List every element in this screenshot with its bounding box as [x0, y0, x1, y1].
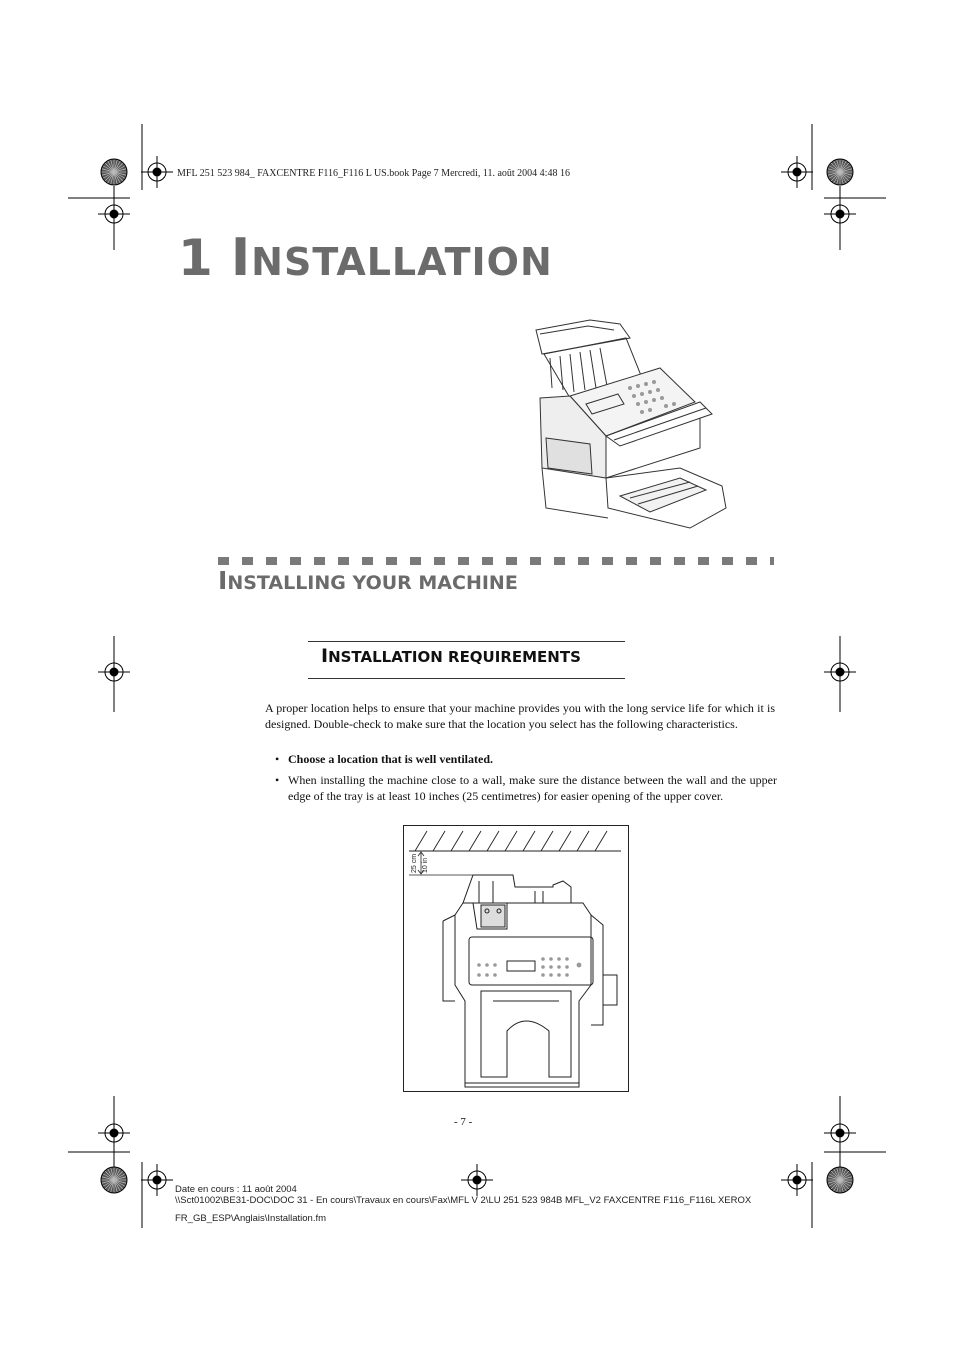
section-title-initial: I	[218, 566, 228, 595]
section-title-rest: NSTALLING YOUR MACHINE	[227, 572, 518, 594]
color-bar-starburst-icon	[827, 159, 853, 185]
bullet-dot: •	[275, 773, 280, 787]
chapter-title-rest: NSTALLATION	[251, 240, 553, 284]
registration-target-icon	[824, 1117, 856, 1149]
footer-path-continued: FR_GB_ESP\Anglais\Installation.fm	[175, 1213, 327, 1224]
chapter-title	[178, 228, 553, 288]
subsection-rule-top	[308, 641, 625, 642]
clearance-label-cm: 25 cm	[411, 853, 418, 873]
book-header-line: MFL 251 523 984_ FAXCENTRE F116_F116 L US.book Page 7 Mercredi, 11. août 2004 4:48 16	[177, 168, 570, 179]
section-divider	[218, 557, 774, 565]
registration-target-icon	[781, 156, 813, 188]
registration-target-icon	[141, 1164, 173, 1196]
color-bar-starburst-icon	[101, 1167, 127, 1193]
section-title	[218, 566, 518, 595]
bullet-text: Choose a location that is well ventilated.	[288, 752, 493, 766]
registration-target-icon	[824, 656, 856, 688]
clearance-label-in: 10 in	[422, 857, 429, 873]
registration-target-icon	[98, 1117, 130, 1149]
registration-target-icon	[98, 198, 130, 230]
subsection-title-initial: I	[321, 645, 329, 667]
color-bar-starburst-icon	[827, 1167, 853, 1193]
intro-paragraph: A proper location helps to ensure that your machine provides you with the long service life for which it is designed. Double-check to make sure that the location you select has the following characteristics.	[265, 701, 775, 732]
registration-target-icon	[781, 1164, 813, 1196]
footer-date: Date en cours : 11 août 2004	[175, 1184, 297, 1195]
clearance-diagram	[403, 825, 629, 1092]
bullet-item	[275, 772, 777, 804]
registration-target-icon	[461, 1164, 493, 1196]
subsection-title-rest: NSTALLATION REQUIREMENTS	[328, 648, 581, 666]
color-bar-starburst-icon	[101, 159, 127, 185]
fax-machine-illustration	[530, 318, 730, 533]
bullet-dot: •	[275, 752, 280, 766]
bullet-text: When installing the machine close to a wall, make sure the distance between the wall and the upper edge of the tray is at least 10 inches (25 centimetres) for easier opening of the upper cover.	[288, 773, 777, 804]
page-number: - 7 -	[454, 1116, 473, 1128]
registration-target-icon	[141, 156, 173, 188]
bullet-item	[275, 751, 777, 767]
registration-target-icon	[98, 656, 130, 688]
subsection-rule-bottom	[308, 678, 625, 679]
footer-path: \\Sct01002\BE31-DOC\DOC 31 - En cours\Travaux en cours\Fax\MFL V 2\LU 251 523 984B MFL_V2 FAXCENTRE F116_F116L XEROX	[175, 1195, 752, 1206]
subsection-title	[321, 645, 581, 667]
registration-target-icon	[824, 198, 856, 230]
chapter-title-initial: I	[230, 228, 252, 288]
chapter-number: 1	[178, 229, 214, 287]
